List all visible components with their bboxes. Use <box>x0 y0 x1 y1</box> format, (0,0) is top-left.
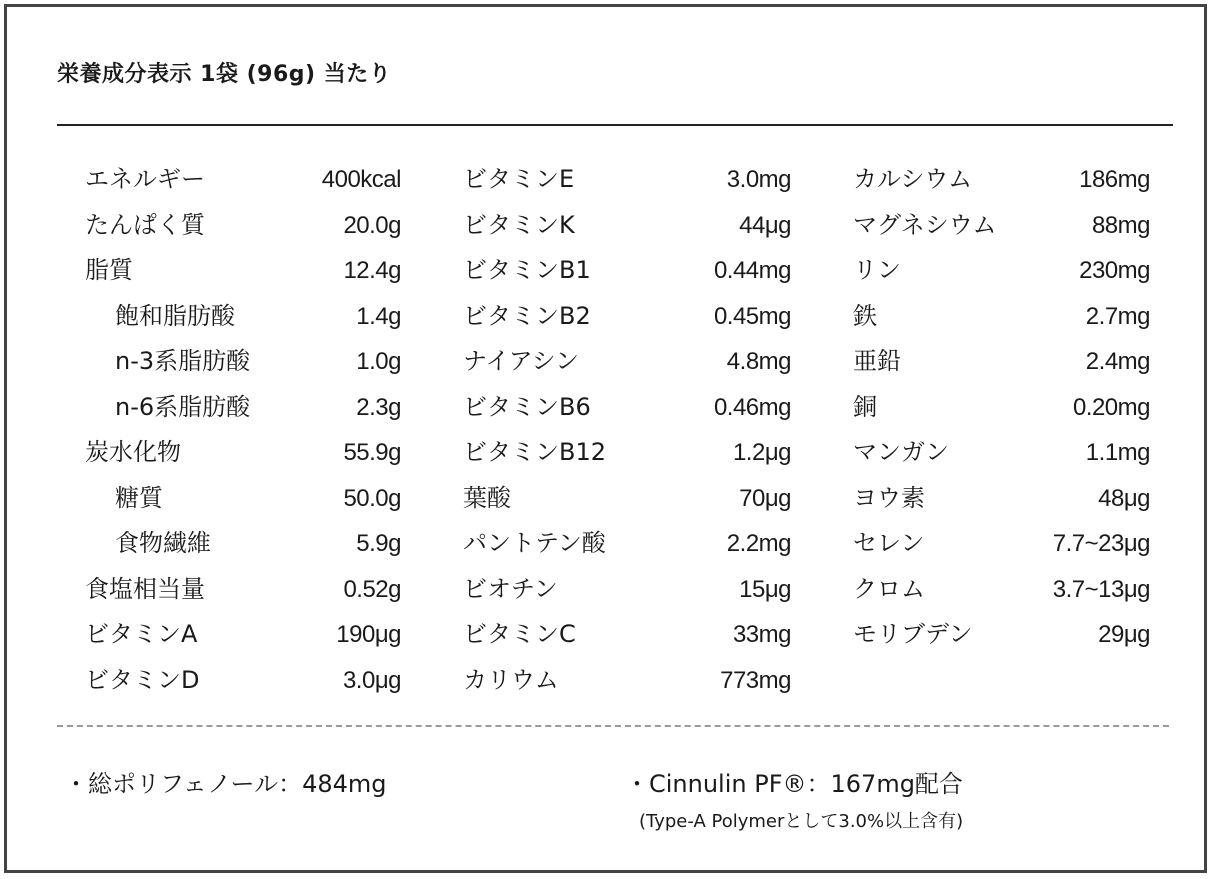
nutrient-name: 葉酸 <box>463 483 511 512</box>
nutrient-row <box>85 430 401 476</box>
nutrient-column-3 <box>853 157 1150 658</box>
nutrient-row <box>853 248 1150 294</box>
nutrient-row <box>463 430 791 476</box>
nutrient-name: 脂質 <box>85 256 133 284</box>
nutrient-value: 0.45mg <box>713 302 791 330</box>
nutrient-row <box>463 521 791 567</box>
nutrient-value: 3.0mg <box>726 166 791 193</box>
nutrient-value: 55.9g <box>343 439 401 466</box>
nutrient-value: 2.7mg <box>1085 302 1150 330</box>
polyphenol-note: ・総ポリフェノール：484mg <box>64 770 387 798</box>
nutrient-row <box>463 294 791 340</box>
nutrient-column-2 <box>463 157 791 703</box>
nutrient-row <box>85 203 401 249</box>
nutrient-name: ビタミンB1 <box>463 256 591 284</box>
nutrient-name: 亜鉛 <box>853 347 901 375</box>
nutrient-name: ビタミンB6 <box>463 392 591 421</box>
nutrient-name: マンガン <box>853 438 949 466</box>
nutrient-name: 糖質 <box>115 483 163 512</box>
nutrient-name: エネルギー <box>85 165 205 193</box>
nutrient-row <box>85 567 401 613</box>
nutrient-value: 1.4g <box>356 302 401 330</box>
nutrient-value: 2.4mg <box>1085 348 1150 375</box>
nutrient-name: ヨウ素 <box>853 483 925 512</box>
nutrient-name: リン <box>853 256 901 284</box>
nutrient-value: 1.1mg <box>1085 439 1150 466</box>
nutrient-row <box>463 612 791 658</box>
cinnulin-note: ・Cinnulin PF®：167mg配合 <box>625 770 963 798</box>
nutrient-name: カリウム <box>463 665 559 694</box>
nutrient-row <box>853 521 1150 567</box>
nutrient-value: 20.0g <box>343 211 401 239</box>
nutrient-row <box>853 612 1150 658</box>
nutrient-row <box>463 567 791 613</box>
nutrient-name: ビタミンE <box>463 165 575 193</box>
nutrient-row <box>853 385 1150 431</box>
nutrient-row <box>853 476 1150 522</box>
nutrient-value: 2.3g <box>356 393 401 421</box>
nutrient-row <box>853 567 1150 613</box>
nutrient-row <box>463 203 791 249</box>
nutrient-row <box>85 294 401 340</box>
nutrient-row <box>853 339 1150 385</box>
nutrient-value: 44μg <box>739 211 791 239</box>
nutrient-row <box>463 157 791 203</box>
nutrient-name: たんぱく質 <box>85 210 205 239</box>
nutrient-row <box>85 248 401 294</box>
nutrient-row <box>853 157 1150 203</box>
nutrient-value: 29μg <box>1098 621 1150 648</box>
nutrient-name: ビタミンC <box>463 620 576 648</box>
nutrient-value: 33mg <box>732 621 791 648</box>
nutrient-name: 飽和脂肪酸 <box>115 301 235 330</box>
nutrient-column-1 <box>85 157 401 703</box>
nutrient-value: 48μg <box>1098 484 1150 512</box>
nutrient-value: 3.0μg <box>342 666 401 694</box>
nutrient-name: ビタミンB12 <box>463 438 607 466</box>
title-divider <box>57 124 1173 126</box>
nutrient-value: 773mg <box>720 666 791 694</box>
nutrient-name: ビタミンA <box>85 620 198 648</box>
nutrient-value: 2.2mg <box>726 530 791 557</box>
nutrient-name: n-6系脂肪酸 <box>115 392 251 421</box>
nutrient-name: ビタミンB2 <box>463 301 591 330</box>
cinnulin-subnote: (Type-A Polymerとして3.0%以上含有) <box>639 811 964 832</box>
dashed-divider <box>57 725 1169 727</box>
nutrient-row <box>85 385 401 431</box>
nutrient-name: パントテン酸 <box>463 529 606 557</box>
nutrient-name: ビタミンD <box>85 665 200 694</box>
nutrient-value: 88mg <box>1091 211 1150 239</box>
nutrient-name: 鉄 <box>853 301 877 330</box>
nutrient-name: n-3系脂肪酸 <box>115 347 251 375</box>
nutrient-value: 50.0g <box>343 484 401 512</box>
nutrient-value: 12.4g <box>343 257 401 284</box>
nutrient-name: カルシウム <box>853 165 973 193</box>
nutrient-row <box>463 339 791 385</box>
nutrient-name: モリブデン <box>853 620 973 648</box>
nutrient-name: 食塩相当量 <box>85 574 205 603</box>
nutrient-row <box>853 203 1150 249</box>
nutrient-name: ビタミンK <box>463 210 575 239</box>
nutrient-value: 0.20mg <box>1072 393 1150 421</box>
nutrient-value: 230mg <box>1079 257 1150 284</box>
nutrient-row <box>85 612 401 658</box>
nutrient-value: 186mg <box>1079 166 1150 193</box>
nutrient-value: 1.0g <box>356 348 401 375</box>
nutrient-value: 190μg <box>336 621 401 648</box>
nutrient-row <box>463 248 791 294</box>
nutrient-value: 70μg <box>739 484 791 512</box>
nutrient-value: 5.9g <box>356 530 401 557</box>
nutrient-row <box>853 294 1150 340</box>
nutrient-row <box>85 658 401 704</box>
nutrient-name: マグネシウム <box>853 210 997 239</box>
nutrient-row <box>85 339 401 385</box>
nutrient-row <box>463 476 791 522</box>
nutrient-value: 3.7~13μg <box>1052 575 1150 603</box>
nutrient-row <box>853 430 1150 476</box>
nutrient-row <box>85 476 401 522</box>
nutrition-facts-panel <box>4 4 1207 873</box>
nutrient-row <box>85 521 401 567</box>
panel-title: 栄養成分表示 1袋 (96g) 当たり <box>57 62 392 87</box>
nutrient-name: 炭水化物 <box>85 438 181 466</box>
nutrient-row <box>463 658 791 704</box>
nutrient-row <box>85 157 401 203</box>
nutrient-value: 0.52g <box>343 575 401 603</box>
nutrient-value: 15μg <box>739 575 791 603</box>
nutrient-name: 銅 <box>853 392 877 421</box>
nutrient-value: 0.46mg <box>713 393 791 421</box>
nutrient-name: ビオチン <box>463 574 558 603</box>
nutrient-name: ナイアシン <box>463 347 580 375</box>
nutrient-name: 食物繊維 <box>115 529 211 557</box>
nutrient-value: 400kcal <box>321 166 401 193</box>
nutrient-row <box>463 385 791 431</box>
nutrient-value: 0.44mg <box>713 257 791 284</box>
nutrient-value: 7.7~23μg <box>1052 530 1150 557</box>
nutrient-value: 1.2μg <box>732 439 791 466</box>
nutrient-value: 4.8mg <box>726 348 791 375</box>
nutrient-name: セレン <box>853 529 925 557</box>
nutrient-name: クロム <box>853 574 925 603</box>
